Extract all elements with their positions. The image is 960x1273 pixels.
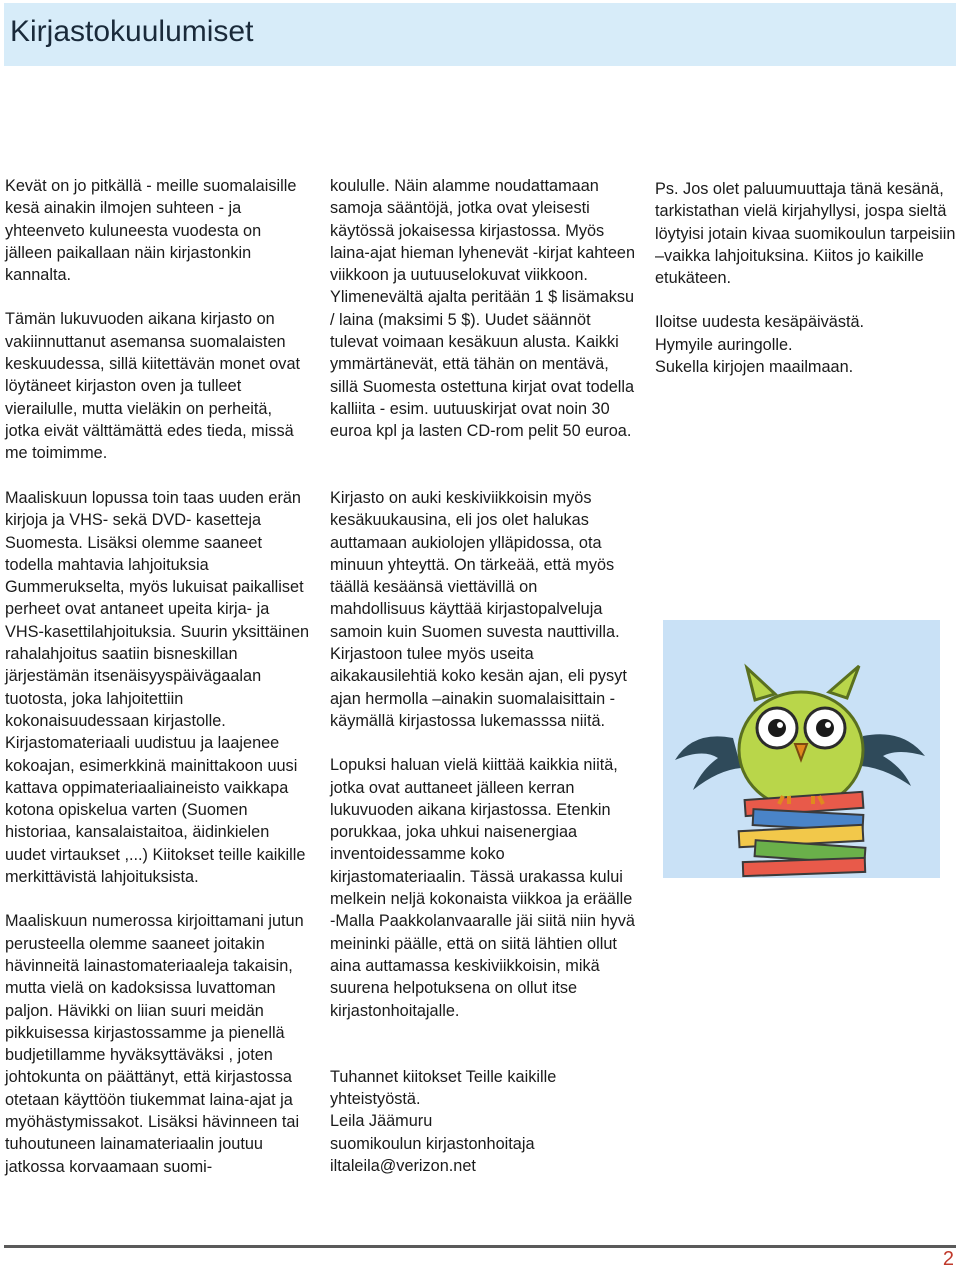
page-number: 2: [942, 1248, 954, 1270]
signature-name: Leila Jäämuru: [330, 1112, 433, 1131]
signature-role: suomikoulun kirjastonhoitaja: [330, 1134, 535, 1153]
column-1-bottom: [5, 487, 310, 1178]
column-2-top: [330, 175, 636, 443]
paragraph: Tuhannet kiitokset Teille kaikille yhteistyöstä.: [330, 1067, 557, 1109]
owl-on-books-icon: [663, 620, 940, 878]
paragraph: Maaliskuun numerossa kirjoittamani jutun perusteella olemme saaneet joitakin hävinneitä lainastomateriaaleja takaisin, mutta vielä on kadoksissa luvattoman paljon. Hävikki on liian suuri meidän pikkuisessa kirjastossamme ja pienellä budjetillamme hyväksyttäväksi , joten johtokunta on päättänyt, että kirjastossa otetaan käyttöön tiukemmat laina-ajat ja myöhästymissakot. Lisäksi hävinneen tai tuhoutuneen lainamateriaalin joutuu jatkossa korvaamaan suomi-: [5, 912, 304, 1176]
column-3: [655, 178, 960, 378]
paragraph: Maaliskuun lopussa toin taas uuden erän kirjoja ja VHS- sekä DVD- kasetteja Suomesta. Lisäksi olemme saaneet todella mahtavia lahjoituksia Gummerukselta, myös lukuisat paikalliset perheet ovat antaneet upeita kirja- ja VHS-kasettilahjoituksia. Suurin yksittäinen rahalahjoitus saatiin bisneskillan järjestämän itsenäisyyspäivägaalan tuotosta, joka lahjoitettiin kokonaisuudessaan kirjastolle. Kirjastomateriaali uudistuu ja laajenee kokoajan, esimerkkinä mainittakoon uusi kattava oppimateriaaliaineisto vaikkapa kotona opiskelua varten (Suomen historiaa, kansalaistaitoa, äidinkielen uudet virtaukset ,...) Kiitokset teille kaikille merkittävistä lahjoituksista.: [5, 489, 310, 887]
paragraph: Kevät on jo pitkällä - meille suomalaisille kesä ainakin ilmojen suhteen - ja yhteenveto kuluneesta vuodesta on jälleen paikallaan näin kirjastonkin kannalta.: [5, 177, 297, 285]
signature-email: iltaleila@verizon.net: [330, 1157, 476, 1176]
postscript: Ps. Jos olet paluumuuttaja tänä kesänä, tarkistathan vielä kirjahyllysi, jospa sieltä löytyisi jotain kivaa suomikoulun tarpeisiin –vaikka lahjoituksina. Kiitos jo kaikille etukäteen.: [655, 180, 956, 288]
closing-line: Hymyile auringolle.: [655, 335, 793, 354]
footer-divider: [4, 1245, 956, 1248]
column-1-top: [5, 175, 310, 465]
page-title: Kirjastokuulumiset: [10, 15, 254, 48]
paragraph: Tämän lukuvuoden aikana kirjasto on vakiinnuttanut asemansa suomalaisten keskuudessa, sillä kiitettävän monet ovat löytäneet kirjaston oven ja tulleet vierailulle, mutta vieläkin on perheitä, jotka eivät välttämättä edes tieda, missä me toimimme.: [5, 310, 301, 463]
closing-line: Sukella kirjojen maailmaan.: [655, 358, 854, 377]
column-2-bottom: [330, 487, 636, 1177]
owl-illustration: [663, 620, 940, 878]
paragraph: koululle. Näin alamme noudattamaan samoja sääntöjä, jotka ovat yleisesti käytössä jokaisessa kirjastossa. Myös laina-ajat hieman lyhenevät -kirjat kahteen viikkoon ja uutuuselokuvat viikkoon. Ylimenevältä ajalta peritään 1 $ lisämaksu / laina (maksimi 5 $). Uudet säännöt tulevat voimaan kesäkuun alusta. Kaikki ymmärtänevät, että tähän on mentävä, sillä Suomesta ostettuna kirjat ovat todella kalliita - esim. uutuuskirjat ovat noin 30 euroa kpl ja lasten CD-rom pelit 50 euroa.: [330, 177, 635, 441]
paragraph: Kirjasto on auki keskiviikkoisin myös kesäkuukausina, eli jos olet halukas auttamaan aukiolojen ylläpidossa, ota minuun yhteyttä. On tärkeää, että myös täällä kesäänsä viettävillä on mahdollisuus käyttää kirjastopalveluja samoin kuin Suomen suvesta nauttivilla. Kirjastoon tulee myös useita aikakausilehtiä koko kesän ajan, eli pysyt ajan hermolla –ainakin suomalaisittain - käymällä kirjastossa lukemasssa niitä.: [330, 489, 627, 730]
closing-line: Iloitse uudesta kesäpäivästä.: [655, 313, 865, 332]
paragraph: Lopuksi haluan vielä kiittää kaikkia niitä, jotka ovat auttaneet jälleen kerran lukuvuoden aikana kirjastossa. Etenkin porukkaa, joka uhkui naisenergiaa inventoidessamme koko kirjastomateriaalin. Tässä urakassa kului melkein neljä kokonaista viikkoa ja eräälle -Malla Paakkolanvaaralle jäi siitä niin hyvä meininki päälle, että on siitä lähtien ollut aina auttamassa keskiviikkoisin, mikä suurena helpotuksena on ollut itse kirjastonhoitajalle.: [330, 756, 635, 1020]
page-header: [4, 3, 956, 66]
